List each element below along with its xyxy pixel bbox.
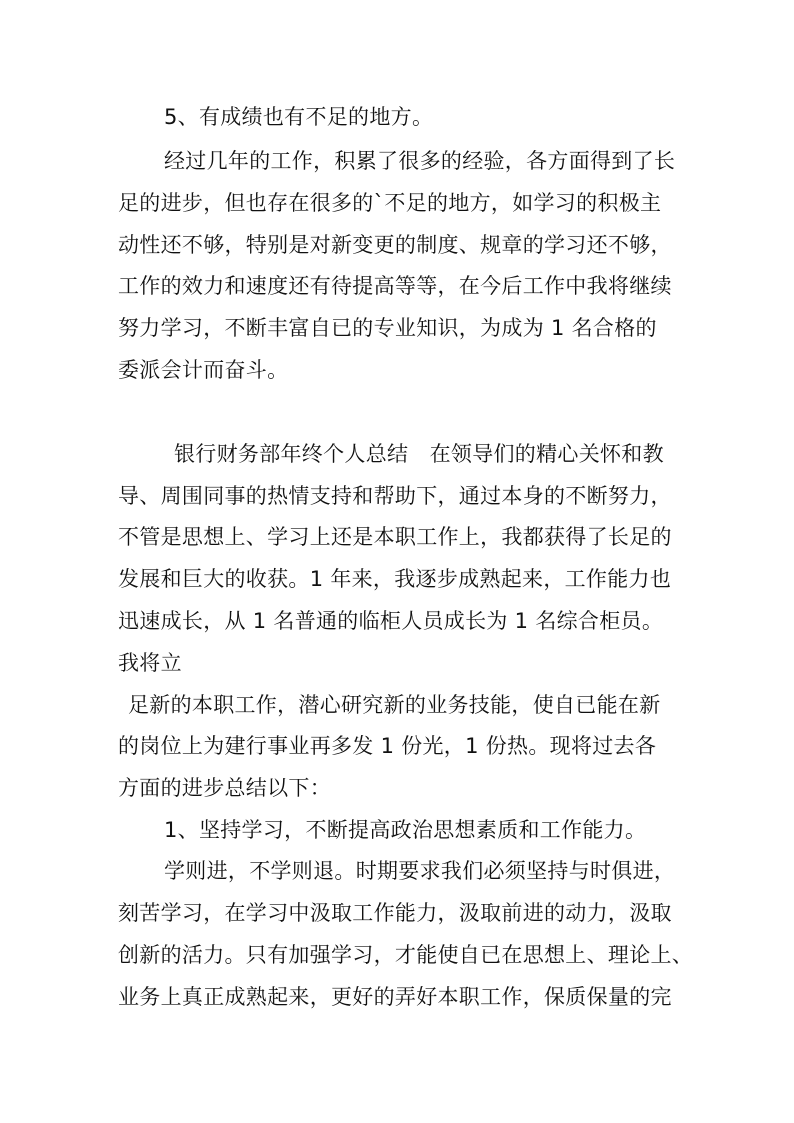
paragraph-line: 不管是思想上、学习上还是本职工作上，我都获得了长足的	[118, 525, 672, 549]
paragraph-line: 迅速成长，从 1 名普通的临柜人员成长为 1 名综合柜员。	[118, 609, 664, 633]
paragraph-line: 刻苦学习，在学习中汲取工作能力，汲取前进的动力，汲取	[118, 901, 672, 925]
paragraph-line: 导、周围同事的热情支持和帮助下，通过本身的不断努力，	[118, 484, 672, 508]
paragraph-line: 方面的进步总结以下：	[118, 776, 331, 800]
paragraph-line: 足新的本职工作，潜心研究新的业务技能，使自已能在新	[128, 693, 661, 717]
paragraph-line: 足的进步，但也存在很多的`不足的地方，如学习的积极主	[118, 191, 662, 215]
paragraph-line: 委派会计而奋斗。	[118, 358, 289, 382]
paragraph-line: 动性还不够，特别是对新变更的制度、规章的学习还不够，	[118, 233, 672, 257]
section-heading: 5、有成绩也有不足的地方。	[164, 105, 434, 129]
paragraph-line: 努力学习，不断丰富自已的专业知识，为成为 1 名合格的	[118, 316, 657, 340]
numbered-heading: 1、坚持学习，不断提高政治思想素质和工作能力。	[164, 818, 647, 842]
paragraph-line: 我将立	[118, 651, 182, 675]
paragraph-line: 学则进，不学则退。时期要求我们必须坚持与时俱进，	[164, 859, 676, 883]
paragraph-line: 的岗位上为建行事业再多发 1 份光，1 份热。现将过去各	[118, 734, 657, 758]
paragraph-line: 工作的效力和速度还有待提高等等，在今后工作中我将继续	[118, 274, 672, 298]
paragraph-line: 银行财务部年终个人总结 在领导们的精心关怀和教	[174, 442, 664, 466]
paragraph-line: 发展和巨大的收获。1 年来，我逐步成熟起来，工作能力也	[118, 567, 672, 591]
paragraph-line: 经过几年的工作，积累了很多的经验，各方面得到了长	[164, 149, 676, 173]
paragraph-line: 业务上真正成熟起来，更好的弄好本职工作，保质保量的完	[118, 985, 672, 1009]
paragraph-line: 创新的活力。只有加强学习，才能使自已在思想上、理论上、	[118, 943, 694, 967]
